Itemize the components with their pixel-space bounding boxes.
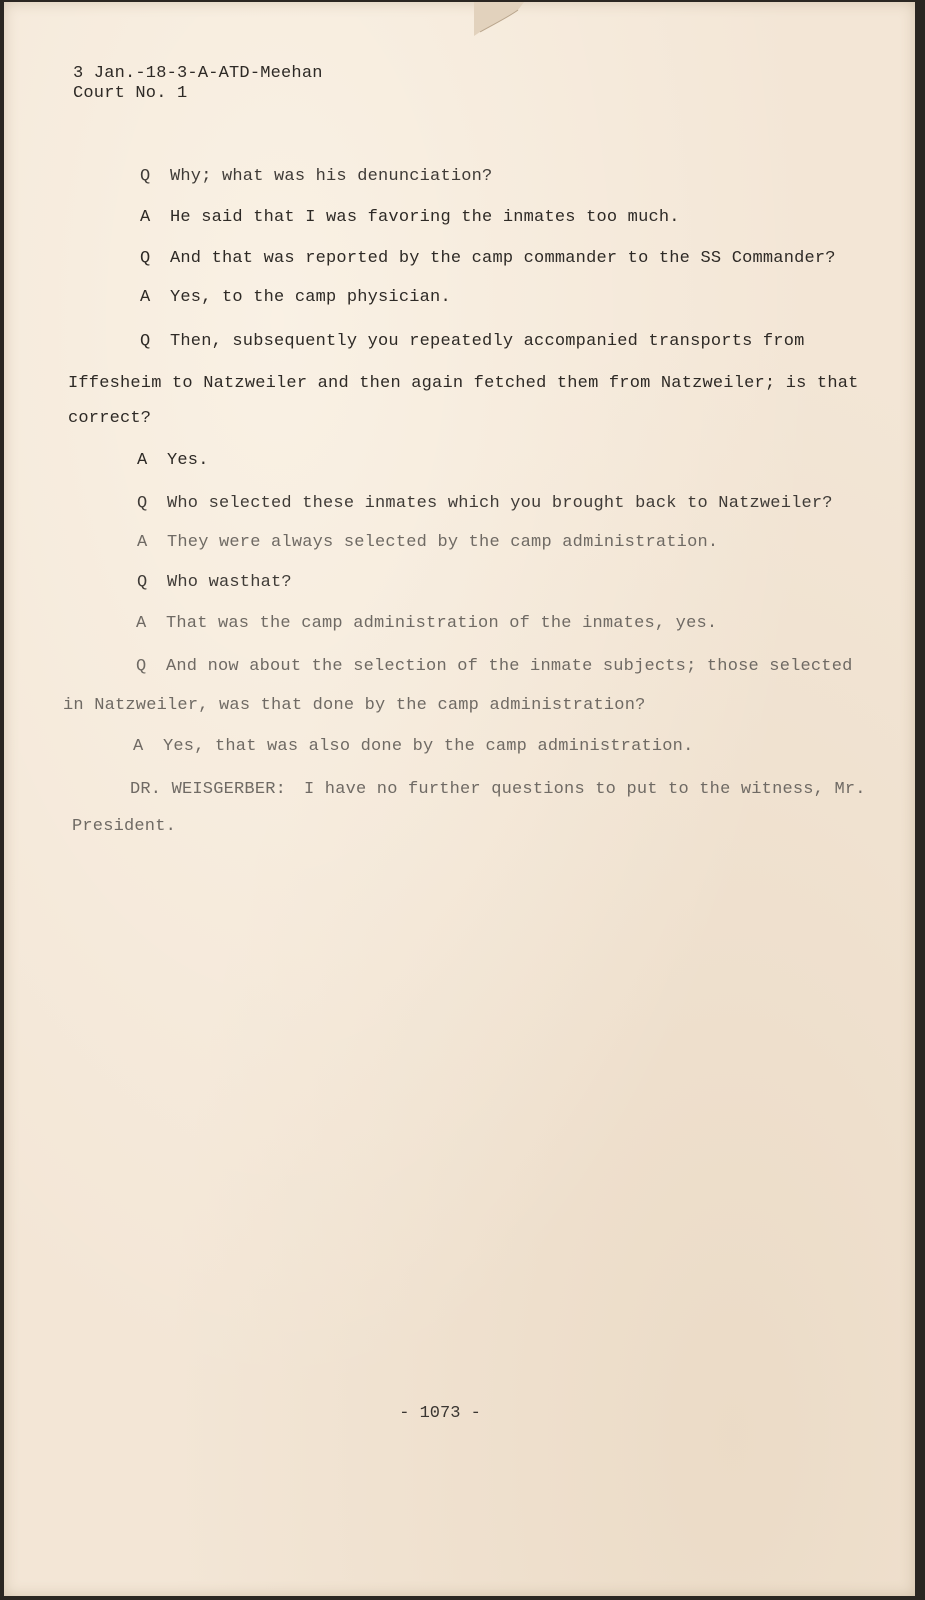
speaker-tag: Q [140, 249, 151, 268]
transcript-line-continued: in Natzweiler, was that done by the camp administration? [63, 696, 646, 715]
closing-line: I have no further questions to put to the witness, Mr. [304, 780, 866, 799]
speaker-tag: A [137, 451, 148, 470]
transcript-line: Who selected these inmates which you brought back to Natzweiler? [167, 494, 833, 513]
transcript-line: Yes, that was also done by the camp administration. [163, 737, 694, 756]
speaker-tag: A [140, 288, 151, 307]
speaker-tag: Q [140, 332, 151, 351]
transcript-line: And that was reported by the camp commander to the SS Commander? [170, 249, 836, 268]
header-line-2: Court No. 1 [73, 84, 188, 103]
transcript-line: They were always selected by the camp administration. [167, 533, 719, 552]
transcript-line-continued: correct? [68, 409, 152, 428]
transcript-line: Yes, to the camp physician. [170, 288, 451, 307]
transcript-line: And now about the selection of the inmate subjects; those selected [166, 657, 853, 676]
transcript-line-continued: Iffesheim to Natzweiler and then again fetched them from Natzweiler; is that [68, 374, 859, 393]
speaker-tag: A [137, 533, 148, 552]
transcript-line: Yes. [167, 451, 209, 470]
speaker-tag: Q [137, 573, 148, 592]
speaker-tag: A [133, 737, 144, 756]
transcript-line: Then, subsequently you repeatedly accompanied transports from [170, 332, 805, 351]
paper-tear-mark [474, 2, 524, 42]
page-number: - 1073 - [399, 1404, 481, 1423]
transcript-line: He said that I was favoring the inmates too much. [170, 208, 680, 227]
closing-speaker: DR. WEISGERBER: [130, 780, 287, 799]
speaker-tag: A [140, 208, 151, 227]
speaker-tag: Q [137, 494, 148, 513]
speaker-tag: Q [136, 657, 147, 676]
header-line-1: 3 Jan.-18-3-A-ATD-Meehan [73, 64, 323, 83]
closing-line-continued: President. [72, 817, 177, 836]
transcript-line: Who wasthat? [167, 573, 292, 592]
speaker-tag: Q [140, 167, 151, 186]
speaker-tag: A [136, 614, 147, 633]
transcript-line: That was the camp administration of the inmates, yes. [166, 614, 718, 633]
transcript-line: Why; what was his denunciation? [170, 167, 493, 186]
